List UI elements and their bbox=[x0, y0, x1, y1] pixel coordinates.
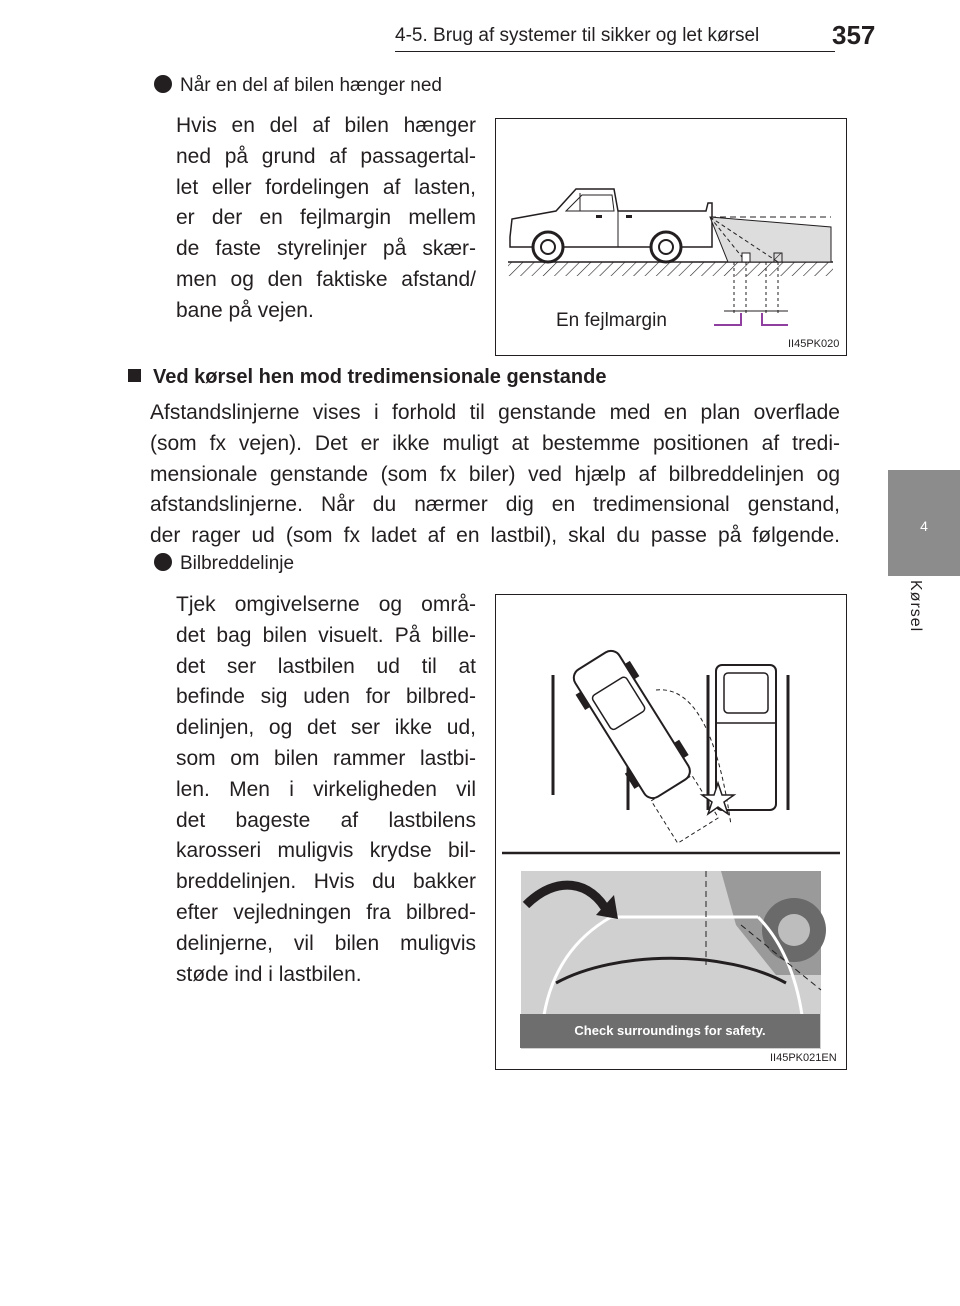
text-line: befinde sig uden for bilbred- bbox=[176, 685, 476, 709]
text-line: de faste styrelinjer på skær- bbox=[176, 237, 476, 261]
chapter-tab[interactable] bbox=[888, 470, 960, 576]
figure-width-line bbox=[495, 594, 847, 1070]
text-line: efter vejledningen fra bilbred- bbox=[176, 900, 476, 924]
camera-warning-message: Check surroundings for safety. bbox=[520, 1014, 820, 1048]
text-line: (som fx vejen). Det er ikke muligt at bestemme positionen af tredi- bbox=[150, 431, 840, 455]
text-line: Hvis en del af bilen hænger bbox=[176, 114, 476, 137]
figure-error-margin bbox=[495, 118, 847, 356]
text-line: Tjek omgivelserne og områ- bbox=[176, 593, 476, 616]
text-line: len. Men i virkeligheden vil bbox=[176, 777, 476, 801]
figure1-caption: En fejlmargin bbox=[556, 310, 667, 331]
chapter-number: 4 bbox=[920, 518, 928, 534]
text-line: som om bilen rammer lastbi- bbox=[176, 746, 476, 770]
running-header: 4-5. Brug af systemer til sikker og let kørsel bbox=[395, 25, 760, 46]
text-line: mensionale genstande (som fx biler) ved hjælp af bilbreddelinjen og bbox=[150, 462, 840, 486]
text-line: delinjerne, vil bilen muligvis bbox=[176, 931, 476, 955]
header-rule bbox=[395, 51, 835, 52]
section-square-icon bbox=[128, 369, 141, 382]
text-line: det bageste af lastbilens bbox=[176, 808, 476, 832]
bullet-dot-icon bbox=[154, 75, 172, 93]
text-line: der rager ud (som fx ladet af en lastbil), skal du passe på følgende. bbox=[150, 524, 840, 548]
text-line: afstandslinjerne. Når du nærmer dig en tredimensional genstand, bbox=[150, 493, 840, 517]
text-line: delinjen, og det ser ikke ud, bbox=[176, 716, 476, 740]
text-line: ned på grund af passagertal- bbox=[176, 144, 476, 168]
bullet-title: Når en del af bilen hænger ned bbox=[180, 75, 442, 96]
text-line: bane på vejen. bbox=[176, 298, 314, 322]
text-line: det ser lastbilen ud til at bbox=[176, 654, 476, 678]
text-line: det bag bilen visuelt. På bille- bbox=[176, 623, 476, 647]
paragraph-width-line bbox=[176, 590, 476, 990]
section-title bbox=[128, 366, 606, 389]
bullet-heading-hanging bbox=[154, 75, 442, 97]
text-line: breddelinjen. Hvis du bakker bbox=[176, 870, 476, 894]
bullet-title: Bilbreddelinje bbox=[180, 553, 295, 574]
figure1-code: II45PK020 bbox=[788, 338, 840, 350]
paragraph-3d-objects bbox=[150, 398, 840, 552]
text-line: karosseri muligvis krydse bil- bbox=[176, 839, 476, 863]
text-line: er der en fejlmargin mellem bbox=[176, 206, 476, 230]
figure2-code: II45PK021EN bbox=[770, 1052, 837, 1064]
text-line: Afstandslinjerne vises i forhold til genstande med en plan overflade bbox=[150, 401, 840, 424]
truck-side-illustration bbox=[496, 119, 846, 355]
text-line: men og den faktiske afstand/ bbox=[176, 267, 476, 291]
page-number: 357 bbox=[832, 20, 876, 50]
paragraph-hanging bbox=[176, 111, 476, 327]
chapter-label: Kørsel bbox=[907, 580, 924, 633]
bullet-heading-width-line bbox=[154, 553, 294, 575]
section-title-text: Ved kørsel hen mod tredimensionale genstande bbox=[153, 366, 607, 388]
text-line: let eller fordelingen af lasten, bbox=[176, 175, 476, 199]
parking-illustration bbox=[496, 595, 846, 1069]
text-line: støde ind i lastbilen. bbox=[176, 962, 362, 986]
bullet-dot-icon bbox=[154, 553, 172, 571]
